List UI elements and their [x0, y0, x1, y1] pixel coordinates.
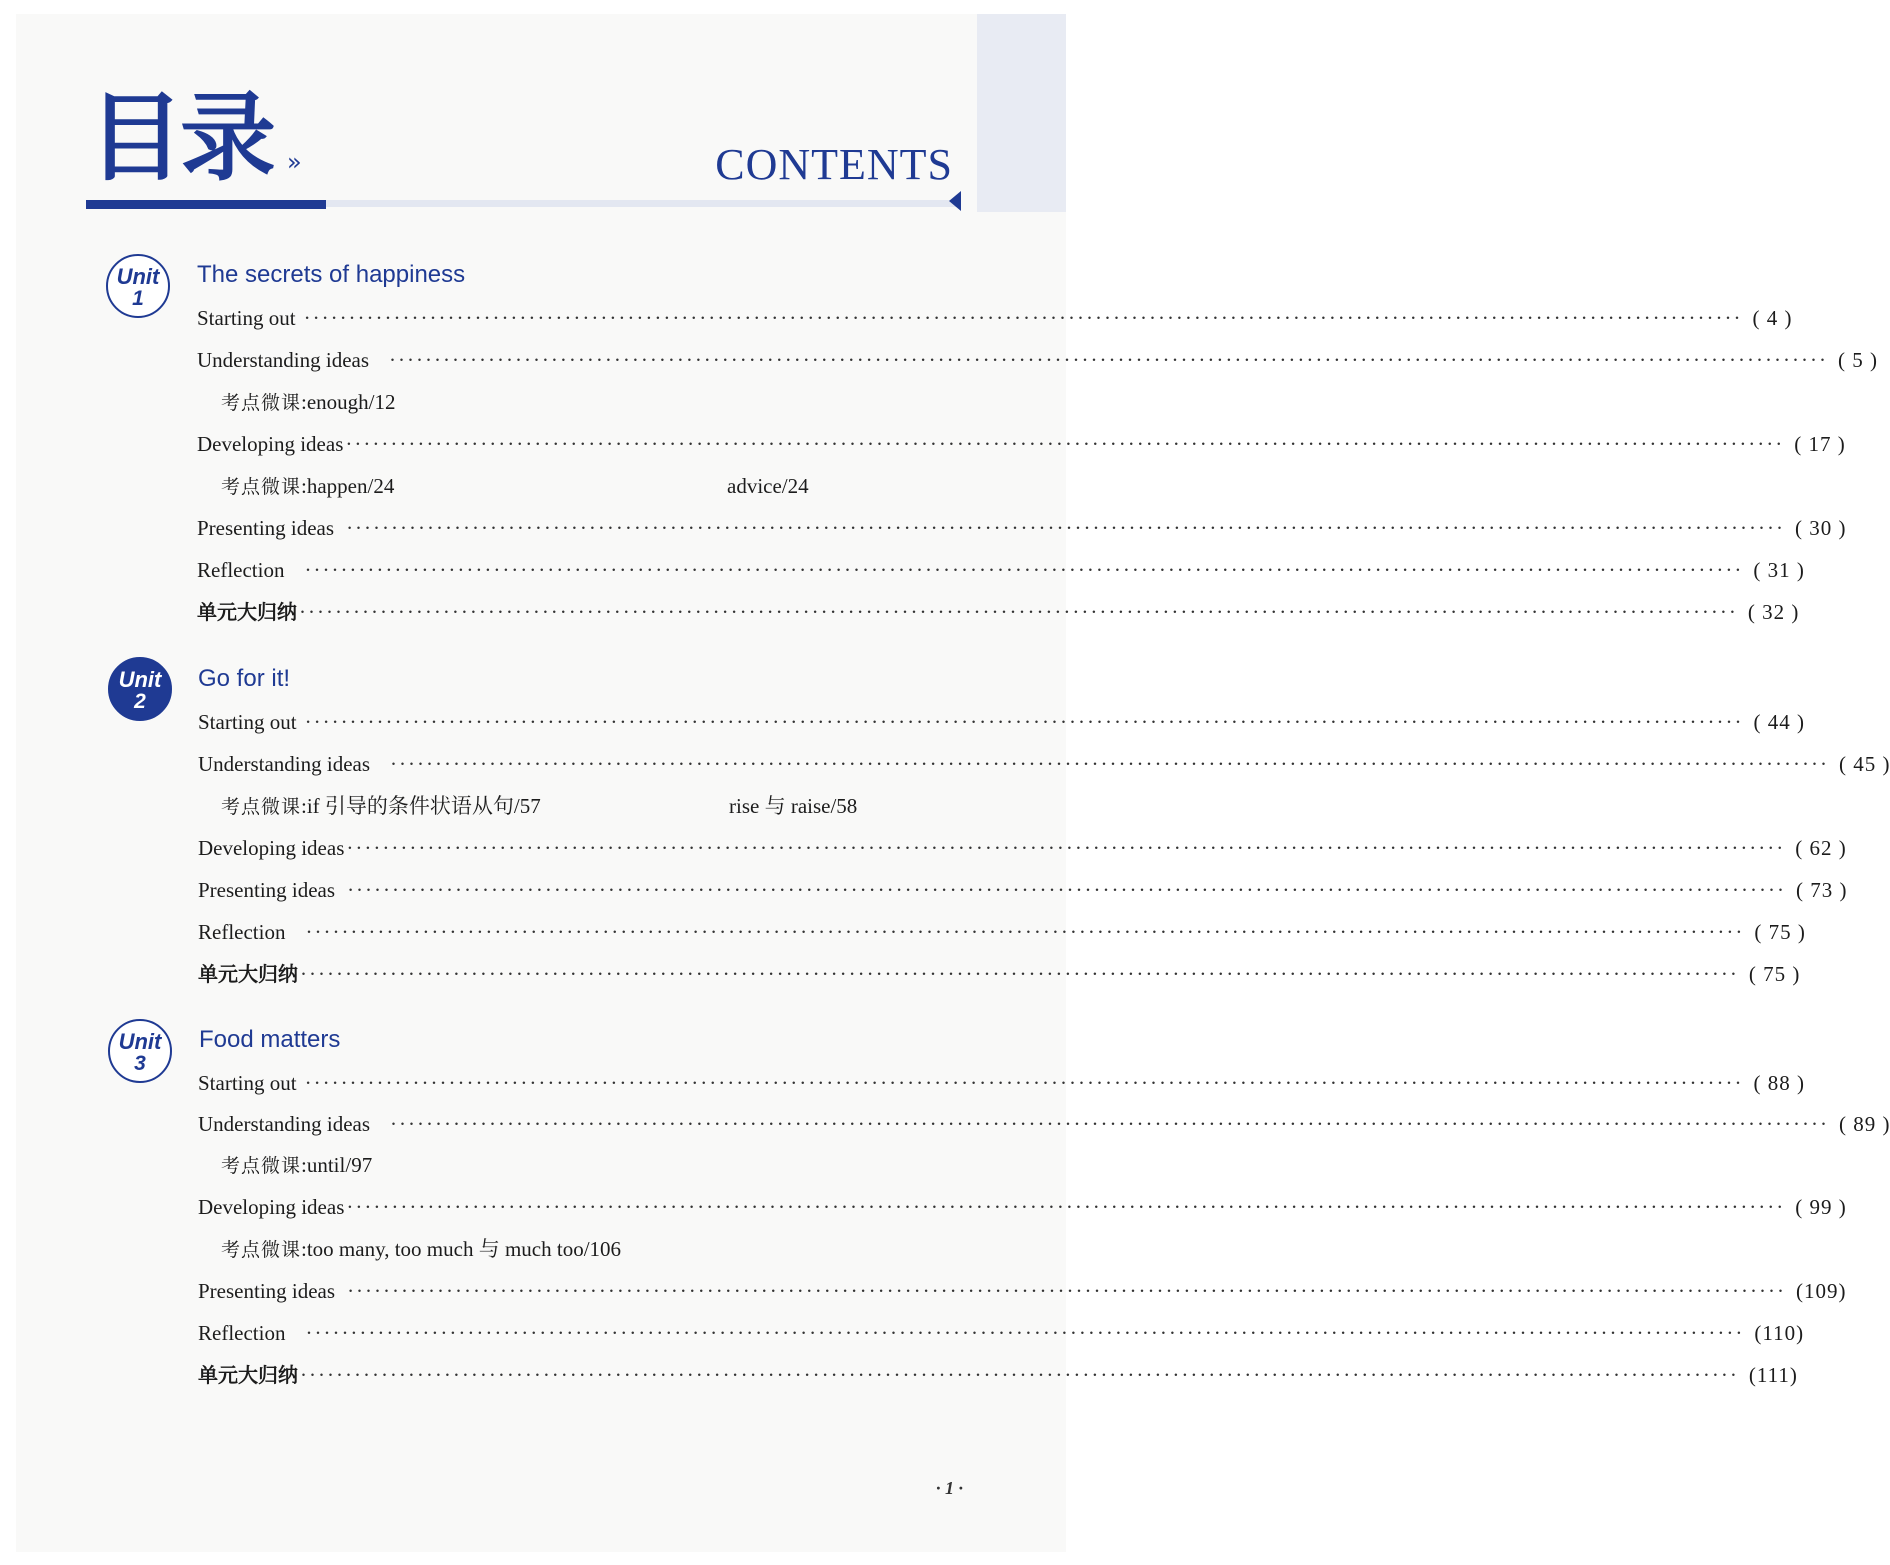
unit-badge-number: 2: [134, 690, 146, 713]
sub-note-prefix: 考点微课: [221, 1239, 302, 1261]
unit-badge-number: 3: [134, 1052, 146, 1075]
toc-entry-page: ( 5 ): [1837, 348, 1878, 372]
toc-entry[interactable]: [198, 706, 1805, 738]
dot-leader: ································································································································································: [389, 348, 1828, 372]
toc-entry-label: 单元大归纳: [198, 1363, 298, 1387]
dot-leader: ································································································································································: [304, 1071, 1744, 1095]
dot-leader: ································································································································································: [390, 752, 1829, 776]
dot-leader: ································································································································································: [347, 1279, 1786, 1303]
unit-badge-word: Unit: [116, 264, 160, 289]
toc-entry-page: ( 88 ): [1753, 1071, 1805, 1095]
rule-arrow-icon: [949, 191, 961, 211]
toc-entry-page: ( 17 ): [1794, 432, 1846, 456]
toc-entry[interactable]: [198, 874, 1848, 906]
toc-entry-label: Understanding ideas: [198, 752, 371, 776]
sub-note-prefix: 考点微课: [221, 796, 302, 818]
page-number: · 1 ·: [936, 1478, 963, 1498]
toc-entry-page: (110): [1754, 1321, 1805, 1345]
unit-badge: [108, 657, 172, 721]
toc-entry-page: ( 32 ): [1747, 600, 1800, 624]
sub-note-text: :happen/24: [301, 474, 395, 498]
toc-entry-label: Presenting ideas: [197, 516, 335, 540]
toc-entry[interactable]: [198, 1108, 1890, 1140]
unit-badge: [106, 254, 170, 318]
toc-entry-label: Developing ideas: [197, 432, 344, 456]
toc-entry[interactable]: [197, 512, 1847, 544]
sub-note[interactable]: [221, 386, 396, 418]
toc-entry[interactable]: [197, 554, 1805, 586]
toc-entry-label: 单元大归纳: [197, 600, 297, 624]
toc-entry-page: ( 62 ): [1795, 836, 1847, 860]
sub-note-extra[interactable]: advice/24: [727, 474, 809, 498]
toc-entry-label: Presenting ideas: [198, 878, 336, 902]
toc-entry-page: ( 44 ): [1753, 710, 1805, 734]
sub-note-text: :if 引导的条件状语从句/57: [301, 794, 541, 818]
sub-note[interactable]: [221, 1149, 372, 1181]
dot-leader: ································································································································································: [305, 1321, 1745, 1345]
toc-entry-page: ( 73 ): [1795, 878, 1848, 902]
toc-entry[interactable]: [197, 344, 1878, 376]
page-title-en: CONTENTS: [715, 140, 953, 189]
toc-entry-page: ( 30 ): [1794, 516, 1847, 540]
toc-entry[interactable]: [197, 596, 1800, 628]
dot-leader: ································································································································································: [345, 432, 1785, 456]
toc-entry-page: ( 4 ): [1752, 306, 1793, 330]
toc-entry-label: Developing ideas: [198, 836, 345, 860]
dot-leader: ································································································································································: [347, 878, 1786, 902]
toc-entry[interactable]: [198, 1191, 1847, 1223]
toc-entry-page: ( 75 ): [1754, 920, 1806, 944]
toc-entry-label: Starting out: [197, 306, 296, 330]
toc-entry-page: ( 89 ): [1838, 1112, 1890, 1136]
dot-leader: ································································································································································: [299, 600, 1738, 624]
dot-leader: ································································································································································: [390, 1112, 1829, 1136]
sub-note-prefix: 考点微课: [221, 392, 302, 414]
toc-entry-label: Reflection: [198, 1321, 286, 1345]
sub-note[interactable]: [221, 1233, 621, 1265]
chevron-icon: »: [287, 148, 302, 176]
sub-note-text: :enough/12: [301, 390, 396, 414]
unit-badge: [108, 1019, 172, 1083]
toc-entry-label: Reflection: [197, 558, 285, 582]
dot-leader: ································································································································································: [304, 558, 1744, 582]
sub-note-prefix: 考点微课: [221, 476, 302, 498]
toc-entry-label: Starting out: [198, 710, 297, 734]
unit-title[interactable]: Food matters: [199, 1026, 341, 1053]
toc-entry[interactable]: [197, 302, 1793, 334]
dot-leader: ································································································································································: [300, 1363, 1739, 1387]
toc-entry[interactable]: [198, 1359, 1798, 1391]
toc-entry-page: ( 99 ): [1795, 1195, 1847, 1219]
dot-leader: ································································································································································: [305, 920, 1745, 944]
unit-badge-number: 1: [132, 287, 144, 310]
toc-entry[interactable]: [198, 958, 1801, 990]
unit-badge-word: Unit: [118, 667, 162, 692]
toc-entry-page: (109): [1795, 1279, 1847, 1303]
dot-leader: ································································································································································: [304, 710, 1744, 734]
sub-note-text: :too many, too much 与 much too/106: [301, 1237, 622, 1261]
toc-entry[interactable]: [197, 428, 1846, 460]
toc-entry-label: 单元大归纳: [198, 962, 298, 986]
sub-note-text: :until/97: [301, 1153, 373, 1177]
dot-leader: ································································································································································: [300, 962, 1739, 986]
toc-entry-label: Understanding ideas: [198, 1112, 371, 1136]
unit-title[interactable]: Go for it!: [198, 665, 291, 692]
page-title-cn: 目录: [88, 82, 272, 194]
toc-entry-label: Reflection: [198, 920, 286, 944]
dot-leader: ································································································································································: [346, 836, 1786, 860]
dot-leader: ································································································································································: [346, 1195, 1786, 1219]
toc-entry-page: ( 45 ): [1838, 752, 1890, 776]
unit-title[interactable]: The secrets of happiness: [197, 261, 466, 288]
dot-leader: ································································································································································: [303, 306, 1743, 330]
unit-badge-word: Unit: [118, 1029, 162, 1054]
toc-entry-page: (111): [1748, 1363, 1798, 1387]
toc-entry-label: Developing ideas: [198, 1195, 345, 1219]
sub-note-prefix: 考点微课: [221, 1155, 302, 1177]
toc-entry[interactable]: [198, 832, 1847, 864]
toc-entry-label: Understanding ideas: [197, 348, 370, 372]
toc-entry-page: ( 75 ): [1748, 962, 1801, 986]
corner-tab: [977, 14, 1066, 212]
toc-entry-page: ( 31 ): [1753, 558, 1805, 582]
sub-note-extra[interactable]: rise 与 raise/58: [729, 794, 858, 818]
toc-entry[interactable]: [198, 748, 1890, 780]
header-rule-accent: [86, 200, 326, 209]
dot-leader: ································································································································································: [346, 516, 1785, 540]
toc-entry-label: Presenting ideas: [198, 1279, 336, 1303]
toc-entry[interactable]: [198, 1317, 1805, 1349]
toc-entry[interactable]: [198, 916, 1806, 948]
toc-entry[interactable]: [198, 1275, 1847, 1307]
sub-note[interactable]: [221, 470, 394, 502]
toc-entry-label: Starting out: [198, 1071, 297, 1095]
toc-entry[interactable]: [198, 1067, 1805, 1099]
sub-note[interactable]: [221, 790, 541, 822]
